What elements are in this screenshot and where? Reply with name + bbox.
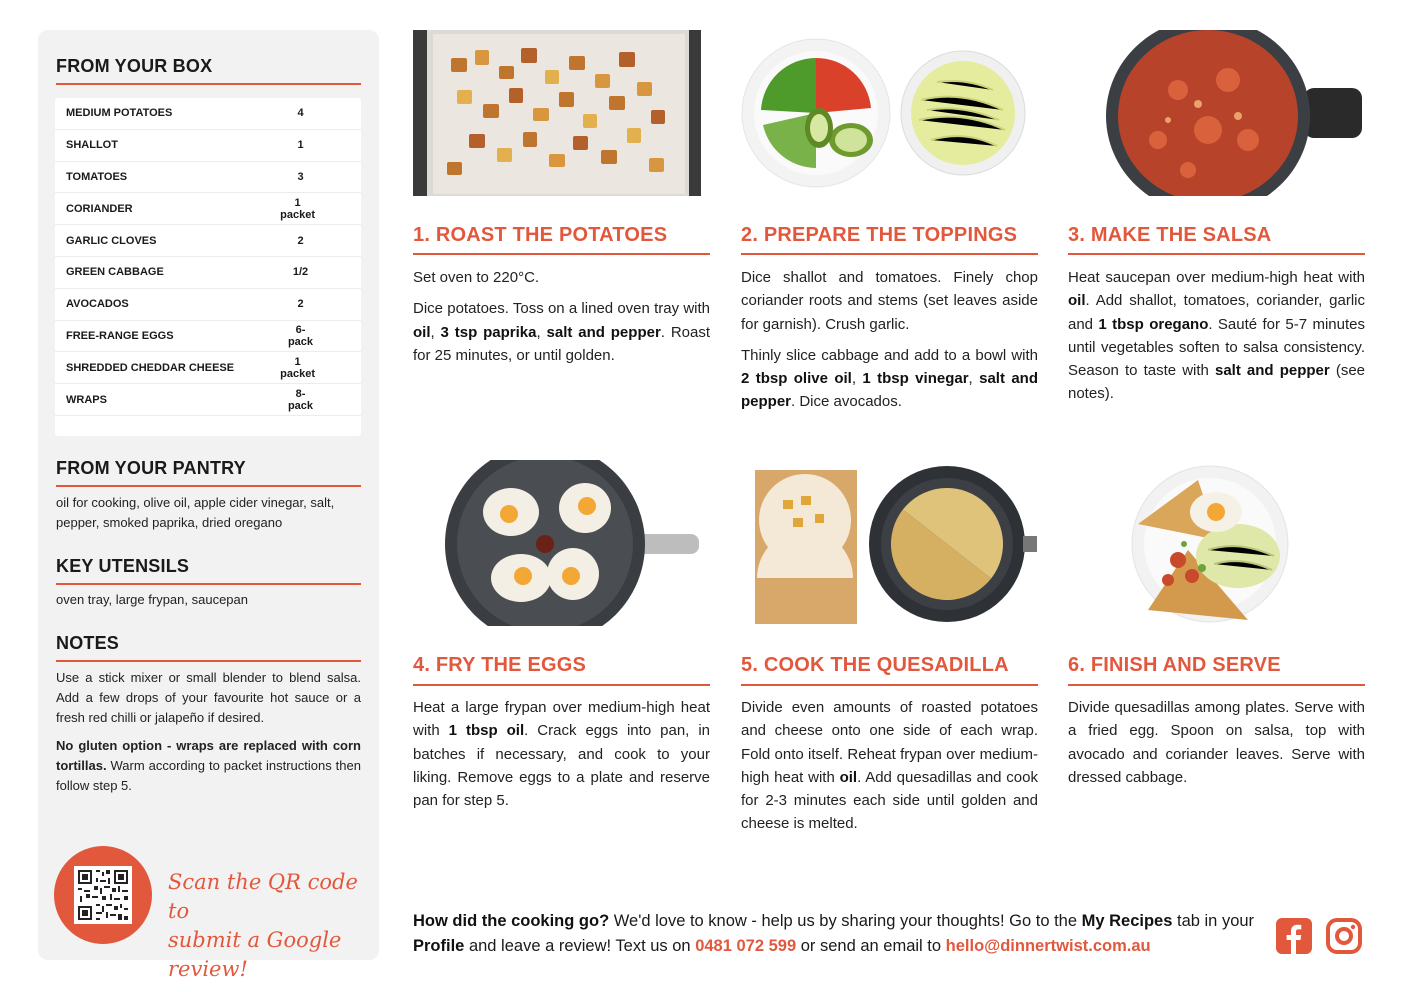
ingredient-name: MEDIUM POTATOES bbox=[66, 107, 173, 120]
table-row bbox=[55, 162, 361, 194]
step-3-title: 3. MAKE THE SALSA bbox=[1068, 224, 1272, 246]
step-5-para-1 bbox=[741, 696, 1038, 836]
text: Divide even amounts of roasted potatoes and cheese onto one side of each wrap. Fold onto itself. Reheat frypan over medium-high heat with bbox=[741, 699, 1038, 786]
ingredient-name: AVOCADOS bbox=[66, 298, 129, 311]
email-link[interactable]: hello@dinnertwist.com.au bbox=[945, 937, 1151, 955]
step-1-body bbox=[413, 266, 710, 375]
ingredient-name: SHALLOT bbox=[66, 139, 118, 152]
text: tab in your bbox=[1172, 912, 1255, 930]
gluten-note bbox=[56, 736, 361, 796]
ingredient-bold: salt and pepper bbox=[546, 323, 661, 341]
ingredient-bold: oil bbox=[1068, 292, 1086, 310]
step-4-body bbox=[413, 696, 710, 820]
ingredient-name: CORIANDER bbox=[66, 202, 133, 215]
text: . Roast for 25 minutes, or until golden. bbox=[413, 323, 711, 364]
ingredient-qty: 2 bbox=[297, 234, 304, 247]
text: , bbox=[851, 370, 863, 388]
utensils-title-rule bbox=[56, 583, 361, 585]
step-3-body bbox=[1068, 266, 1365, 414]
pantry-text: oil for cooking, olive oil, apple cider vinegar, salt, pepper, smoked paprika, dried oregano bbox=[56, 495, 335, 530]
ingredient-bold: 1 tbsp oil bbox=[448, 722, 525, 740]
text: (see notes). bbox=[1068, 362, 1365, 403]
table-row bbox=[55, 225, 361, 257]
utensils-text: oven tray, large frypan, saucepan bbox=[56, 592, 248, 607]
table-row bbox=[55, 384, 361, 416]
step-3-para-1 bbox=[1068, 266, 1365, 406]
ingredient-name: SHREDDED CHEDDAR CHEESE bbox=[66, 361, 235, 374]
ingredient-bold: salt and pepper bbox=[741, 370, 1039, 411]
facebook-icon[interactable] bbox=[1275, 917, 1313, 955]
step-1-para-2 bbox=[413, 297, 710, 367]
ingredient-qty: 4 bbox=[297, 107, 304, 120]
step-6-body bbox=[1068, 696, 1365, 797]
text: Thinly slice cabbage and add to a bowl with bbox=[741, 346, 1038, 364]
step-3-rule bbox=[1068, 253, 1365, 255]
ingredient-bold: 1 tbsp vinegar bbox=[862, 370, 969, 388]
step-5-body bbox=[741, 696, 1038, 844]
step-5-rule bbox=[741, 684, 1038, 686]
text: . Dice avocados. bbox=[791, 393, 902, 411]
ingredient-bold: 3 tsp paprika bbox=[440, 323, 537, 341]
salsa-photo bbox=[1068, 30, 1366, 196]
toppings-photo bbox=[741, 30, 1037, 196]
qr-caption-line2: submit a Google review! bbox=[168, 928, 342, 981]
ingredient-name: FREE-RANGE EGGS bbox=[66, 329, 174, 342]
step-2-title: 2. PREPARE THE TOPPINGS bbox=[741, 224, 1018, 246]
gluten-note-text: Warm according to packet instructions then follow step 5. bbox=[56, 758, 361, 793]
qr-code-icon bbox=[74, 866, 132, 924]
step-6-title: 6. FINISH AND SERVE bbox=[1068, 654, 1281, 676]
my-recipes-label: My Recipes bbox=[1081, 912, 1173, 930]
ingredient-bold: salt and pepper bbox=[1214, 362, 1330, 380]
step-4-title: 4. FRY THE EGGS bbox=[413, 654, 587, 676]
ingredient-name: WRAPS bbox=[66, 393, 107, 406]
table-row bbox=[55, 289, 361, 321]
table-row bbox=[55, 257, 361, 289]
text: Heat a large frypan over medium-high heat with bbox=[413, 699, 710, 740]
step-2-body bbox=[741, 266, 1038, 422]
footer-bold: How did the cooking go? bbox=[413, 912, 610, 930]
ingredient-bold: oil bbox=[839, 768, 858, 786]
step-2-para-1: Dice shallot and tomatoes. Finely chop coriander roots and stems (set leaves aside for garnish). Crush garlic. bbox=[741, 269, 1038, 333]
text: or send an email to bbox=[796, 937, 946, 955]
step-5-title: 5. COOK THE QUESADILLA bbox=[741, 654, 1009, 676]
step-1-para-1: Set oven to 220°C. bbox=[413, 269, 540, 286]
fried-eggs-photo bbox=[413, 460, 701, 626]
step-1-rule bbox=[413, 253, 710, 255]
step-1-title: 1. ROAST THE POTATOES bbox=[413, 224, 668, 246]
box-title-rule bbox=[56, 83, 361, 85]
feedback-footer bbox=[413, 909, 1263, 959]
table-row bbox=[55, 352, 361, 384]
text: . Add quesadillas and cook for 2-3 minutes each side until golden and cheese is melted. bbox=[741, 768, 1038, 833]
quesadilla-photo bbox=[741, 460, 1037, 626]
step-4-para-1 bbox=[413, 696, 710, 812]
qr-code-badge[interactable] bbox=[54, 846, 152, 944]
notes-title-rule bbox=[56, 660, 361, 662]
notes-title: NOTES bbox=[56, 633, 120, 653]
ingredient-qty: 8-pack bbox=[287, 387, 314, 412]
phone-link[interactable]: 0481 072 599 bbox=[695, 937, 797, 955]
ingredient-bold: 1 tbsp oregano bbox=[1098, 315, 1209, 333]
step-2-rule bbox=[741, 253, 1038, 255]
text: , bbox=[968, 370, 980, 388]
finish-serve-photo bbox=[1068, 460, 1366, 626]
ingredient-name: GARLIC CLOVES bbox=[66, 234, 157, 247]
ingredient-qty: 6-pack bbox=[287, 323, 314, 348]
text: Dice potatoes. Toss on a lined oven tray with bbox=[413, 300, 710, 318]
ingredient-name: GREEN CABBAGE bbox=[66, 266, 164, 279]
notes-text: Use a stick mixer or small blender to blend salsa. Add a few drops of your favourite hot sauce or a fresh red chilli or jalapeño if desired. bbox=[56, 670, 361, 725]
profile-label: Profile bbox=[413, 937, 465, 955]
qr-caption-line1: Scan the QR code to bbox=[168, 870, 358, 923]
box-ingredients-table bbox=[55, 98, 361, 436]
text: We'd love to know - help us by sharing your thoughts! Go to the bbox=[609, 912, 1082, 930]
step-2-para-2 bbox=[741, 344, 1038, 414]
qr-caption bbox=[168, 868, 368, 984]
step-6-rule bbox=[1068, 684, 1365, 686]
ingredient-bold: 2 tbsp olive oil bbox=[741, 370, 852, 388]
text: . Add shallot, tomatoes, coriander, garlic and bbox=[1068, 292, 1365, 333]
box-title: FROM YOUR BOX bbox=[56, 56, 213, 76]
gluten-note-bold: No gluten option - wraps are replaced with corn tortillas. bbox=[56, 738, 361, 773]
text: and leave a review! Text us on bbox=[464, 937, 696, 955]
text: , bbox=[430, 323, 441, 341]
step-4-rule bbox=[413, 684, 710, 686]
step-6-para-1: Divide quesadillas among plates. Serve with a fried egg. Spoon on salsa, top with avocado and coriander leaves. Serve with dressed cabbage. bbox=[1068, 699, 1365, 786]
roast-potatoes-photo bbox=[413, 30, 701, 196]
ingredient-qty: 1/2 bbox=[292, 266, 309, 279]
ingredient-qty: 1 packet bbox=[280, 355, 316, 380]
utensils-title: KEY UTENSILS bbox=[56, 556, 190, 576]
text: . Sauté for 5-7 minutes until vegetables soften to salsa consistency. Season to taste with bbox=[1068, 315, 1365, 380]
table-row bbox=[55, 321, 361, 353]
pantry-title-rule bbox=[56, 485, 361, 487]
ingredient-qty: 2 bbox=[297, 298, 304, 311]
ingredient-qty: 1 bbox=[297, 139, 304, 152]
ingredient-bold: oil bbox=[413, 323, 431, 341]
ingredient-name: TOMATOES bbox=[66, 170, 128, 183]
text: Heat saucepan over medium-high heat with bbox=[1068, 269, 1365, 286]
pantry-title: FROM YOUR PANTRY bbox=[56, 458, 246, 478]
text: , bbox=[536, 323, 547, 341]
sidebar bbox=[38, 30, 379, 981]
table-row bbox=[55, 98, 361, 130]
table-row bbox=[55, 130, 361, 162]
ingredient-qty: 1 packet bbox=[280, 196, 316, 221]
instagram-icon[interactable] bbox=[1325, 917, 1363, 955]
text: . Crack eggs into pan, in batches if necessary, and cook to your liking. Remove eggs to a plate and reserve pan for step 5. bbox=[413, 722, 711, 810]
table-row bbox=[55, 193, 361, 225]
ingredient-qty: 3 bbox=[297, 170, 304, 183]
